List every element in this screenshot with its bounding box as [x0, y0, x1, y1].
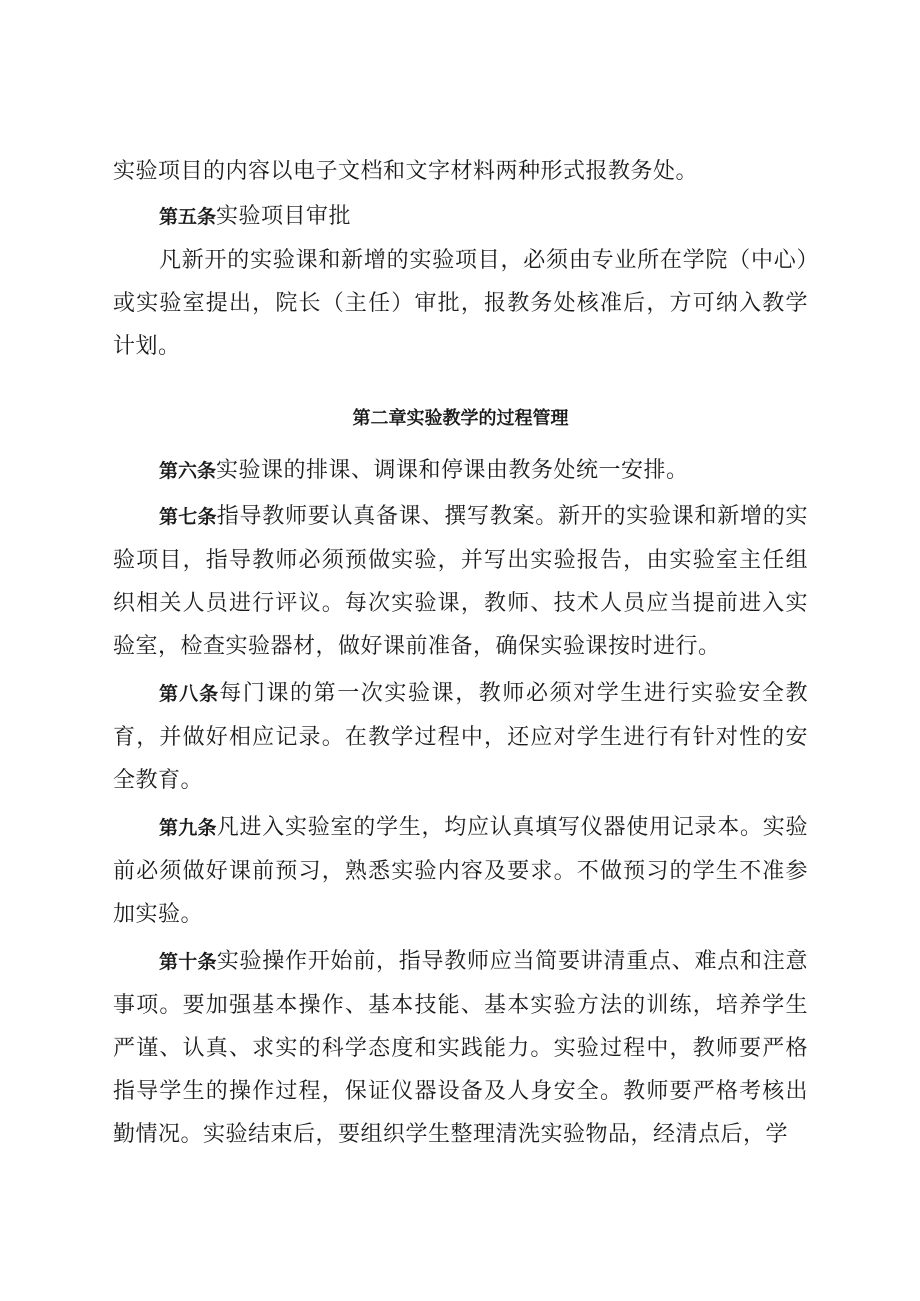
article-number: 第十条: [159, 951, 217, 973]
article-title: 实验项目审批: [216, 204, 352, 229]
article-5-body: 凡新开的实验课和新增的实验项目，必须由专业所在学院（中心）或实验室提出，院长（主任）审批，报教务处核准后，方可纳入教学计划。: [113, 248, 808, 359]
article-body: 实验操作开始前，指导教师应当简要讲清重点、难点和注意事项。要加强基本操作、基本技能、基本实验方法的训练，培养学生严谨、认真、求实的科学态度和实践能力。实验过程中，教师要严格指导学生的操作过程，保证仪器设备及人身安全。教师要严格考核出勤情况。实验结束后，要组织学生整理清洗实验物品，经清点后，学: [113, 949, 808, 1147]
article-number: 第六条: [159, 460, 217, 482]
paragraph-continuation: 实验项目的内容以电子文档和文字材料两种形式报教务处。: [113, 159, 699, 184]
article-8: [113, 672, 808, 802]
document-page: [113, 150, 808, 1156]
article-10: [113, 940, 808, 1156]
article-9: [113, 806, 808, 936]
article-body: 每门课的第一次实验课，教师必须对学生进行实验安全教育，并做好相应记录。在教学过程中，还应对学生进行有针对性的安全教育。: [113, 681, 808, 793]
article-6: [113, 449, 808, 493]
chapter-2-heading: 第二章实验教学的过程管理: [352, 408, 569, 429]
article-body: 指导教师要认真备课、撰写教案。新开的实验课和新增的实验项目，指导教师必须预做实验，并写出实验报告，由实验室主任组织相关人员进行评议。每次实验课，教师、技术人员应当提前进入实验室，检查实验器材，做好课前准备，确保实验课按时进行。: [113, 504, 808, 659]
article-body: 实验课的排课、调课和停课由教务处统一安排。: [216, 458, 689, 483]
article-5-heading: [113, 195, 808, 239]
article-body: 凡进入实验室的学生，均应认真填写仪器使用记录本。实验前必须做好课前预习，熟悉实验内容及要求。不做预习的学生不准参加实验。: [113, 815, 808, 927]
article-number: 第七条: [159, 506, 217, 528]
article-7: [113, 495, 808, 668]
chapter-heading-block: [113, 397, 808, 440]
article-number: 第五条: [159, 206, 217, 228]
article-number: 第八条: [159, 683, 220, 705]
article-number: 第九条: [159, 817, 217, 839]
